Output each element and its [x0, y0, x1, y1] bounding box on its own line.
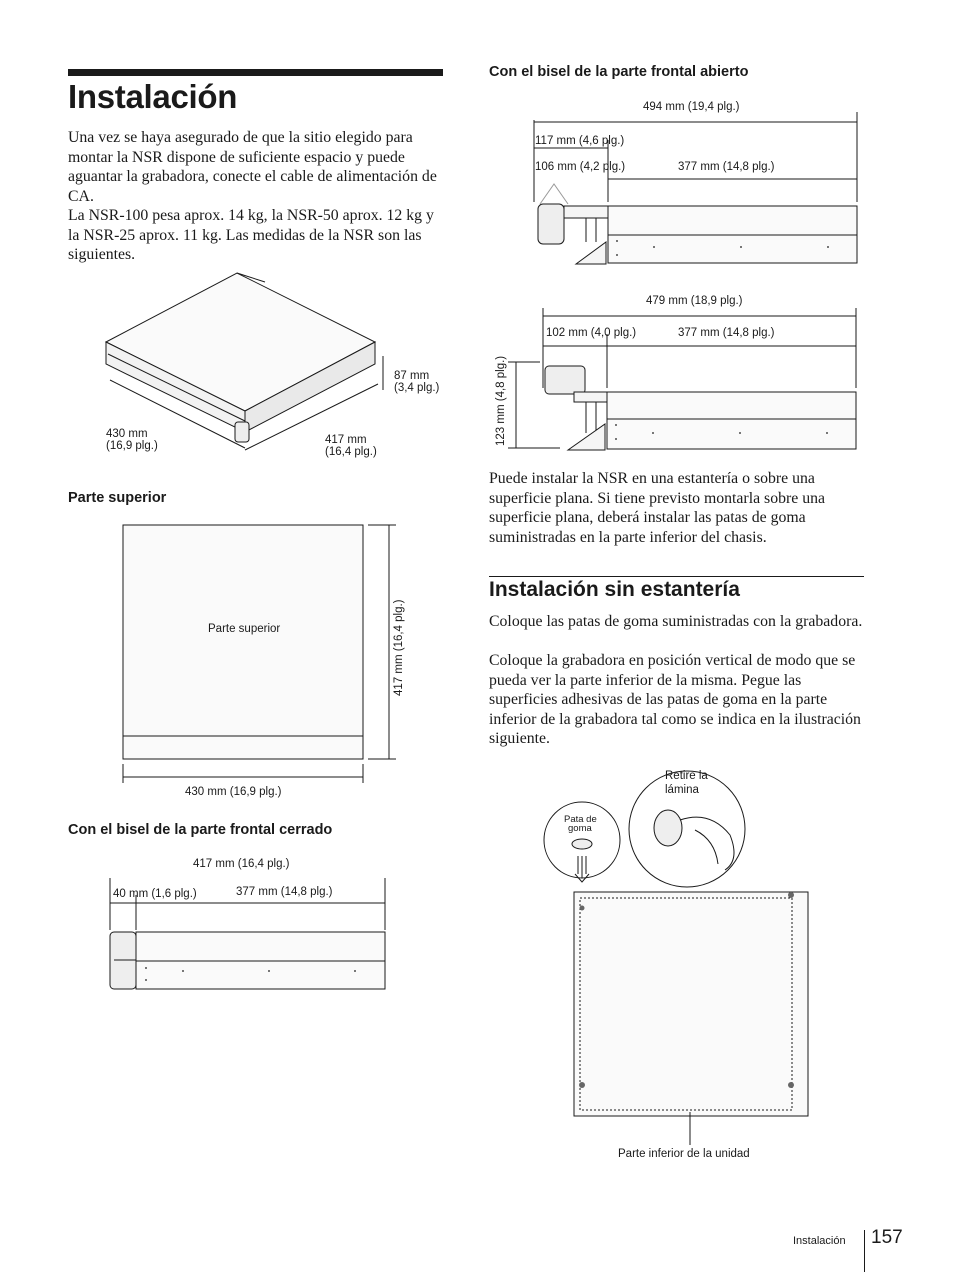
rubber-feet-figure: [540, 760, 820, 1170]
closed-total-label: 417 mm (16,4 plg.): [193, 858, 290, 870]
isometric-figure: [100, 270, 460, 470]
iso-height-label-sub: (3,4 plg.): [394, 382, 440, 394]
iso-depth-label: 417 mm: [325, 434, 367, 446]
foot-label: Pata de: [564, 814, 597, 825]
open2-height-label: 123 mm (4,8 plg.): [495, 355, 507, 446]
closed-view-heading: Con el bisel de la parte frontal cerrado: [68, 822, 333, 838]
section-paragraph-2: Coloque la grabadora en posición vertical de modo que se pueda ver la parte inferior de la misma. Pegue las superficies adhesivas de las patas de goma en la parte inferior de la grabadora tal como se indica en la ilustración siguiente.: [489, 652, 861, 747]
closed-bezel-label: 40 mm (1,6 plg.): [113, 888, 197, 900]
open2-total-label: 479 mm (18,9 plg.): [646, 295, 743, 307]
bottom-unit-label: Parte inferior de la unidad: [618, 1148, 750, 1160]
open2-102-label: 102 mm (4,0 plg.): [546, 327, 637, 339]
closed-body-label: 377 mm (14,8 plg.): [236, 886, 333, 898]
title-rule: [68, 69, 443, 76]
page-title: Instalación: [68, 78, 238, 115]
top-view-width-label: 430 mm (16,9 plg.): [185, 786, 282, 798]
open-body-label: 377 mm (14,8 plg.): [678, 161, 775, 173]
open2-body-label: 377 mm (14,8 plg.): [678, 327, 775, 339]
open-view-figure: [520, 92, 865, 268]
top-view-inner-label: Parte superior: [208, 623, 281, 635]
open-total-label: 494 mm (19,4 plg.): [643, 101, 740, 113]
top-view-depth-label: 417 mm (16,4 plg.): [393, 599, 405, 696]
open-106-label: 106 mm (4,2 plg.): [535, 161, 626, 173]
open-117-label: 117 mm (4,6 plg.): [535, 135, 625, 147]
page-number: 157: [871, 1227, 903, 1248]
footer-section-label: Instalación: [793, 1235, 846, 1247]
section-paragraph-1: Coloque las patas de goma suministradas con la grabadora.: [489, 613, 863, 630]
iso-height-label: 87 mm: [394, 370, 430, 382]
iso-depth-label-sub: (16,4 plg.): [325, 446, 377, 458]
peel-label-sub: lámina: [665, 784, 699, 796]
peel-label: Retire la: [665, 770, 708, 782]
footer-rule: [864, 1230, 865, 1272]
iso-width-label: 430 mm: [106, 428, 148, 440]
top-view-figure: [110, 518, 420, 803]
section-title: Instalación sin estantería: [489, 578, 740, 601]
intro-paragraph-1: Una vez se haya asegurado de que la sitio elegido para montar la NSR dispone de suficiente espacio y puede aguantar la grabadora, conecte el cable de alimentación de CA.: [68, 129, 437, 205]
top-view-heading: Parte superior: [68, 490, 167, 506]
open-view-2-figure: [490, 288, 865, 460]
open-view-heading: Con el bisel de la parte frontal abierto: [489, 64, 749, 80]
mounting-paragraph: Puede instalar la NSR en una estantería o sobre una superficie plana. Si tiene previsto montarla sobre una superficie plana, deberá instalar las patas de goma suministradas en la parte inferior del chasis.: [489, 470, 826, 546]
intro-paragraph-2: La NSR-100 pesa aprox. 14 kg, la NSR-50 aprox. 12 kg y la NSR-25 aprox. 11 kg. Las medidas de la NSR son las siguientes.: [68, 207, 434, 263]
iso-width-label-sub: (16,9 plg.): [106, 440, 158, 452]
closed-view-figure: [100, 850, 395, 995]
section-rule: [489, 576, 864, 577]
foot-label-sub: goma: [568, 823, 592, 834]
